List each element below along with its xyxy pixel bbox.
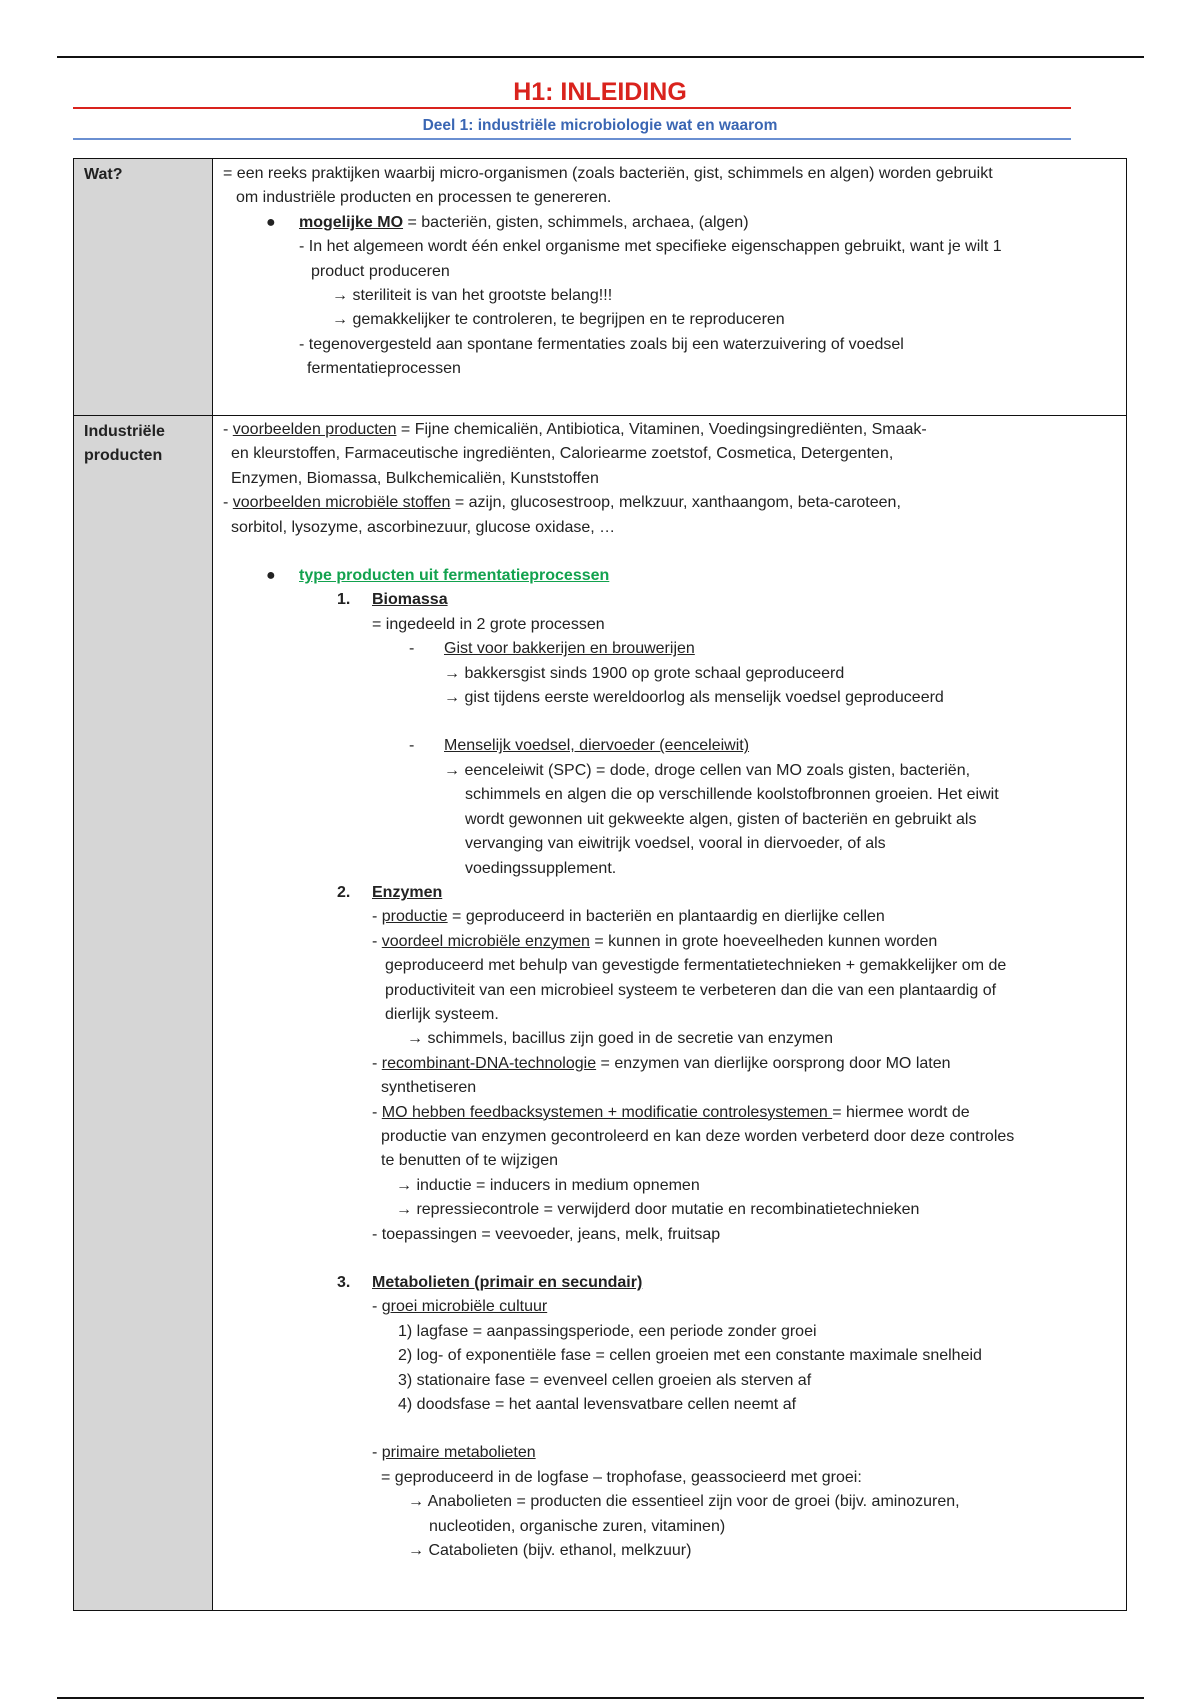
arrow-line: → repressiecontrole = verwijderd door mutatie en recombinatietechnieken bbox=[396, 1201, 920, 1219]
text-line: - productie = geproduceerd in bacteriën en plantaardig en dierlijke cellen bbox=[372, 908, 885, 926]
text-line: voedingssupplement. bbox=[465, 859, 617, 877]
list-item: 2) log- of exponentiële fase = cellen groeien met een constante maximale snelheid bbox=[398, 1347, 982, 1365]
term: voordeel microbiële enzymen bbox=[381, 932, 590, 950]
label-text: Industriële bbox=[84, 423, 165, 440]
page-title: H1: INLEIDING bbox=[513, 78, 687, 106]
label-text: Wat? bbox=[84, 166, 123, 183]
text-line: - tegenovergesteld aan spontane fermentaties zoals bij een waterzuivering of voedsel bbox=[299, 335, 904, 353]
list-item: 3) stationaire fase = evenveel cellen groeien als sterven af bbox=[398, 1371, 812, 1389]
term: recombinant-DNA-technologie bbox=[381, 1054, 597, 1072]
term-text: = hiermee wordt de bbox=[832, 1103, 970, 1121]
arrow-line: → Catabolieten (bijv. ethanol, melkzuur) bbox=[408, 1542, 692, 1560]
text-line: te benutten of te wijzigen bbox=[381, 1152, 559, 1170]
arrow-line: → schimmels, bacillus zijn goed in de secretie van enzymen bbox=[407, 1030, 833, 1048]
item-number: 2. bbox=[337, 883, 351, 901]
examples-line: en kleurstoffen, Farmaceutische ingrediënten, Caloriearme zoetstof, Cosmetica, Detergenten, bbox=[231, 445, 894, 463]
term-text: = kunnen in grote hoeveelheden kunnen worden bbox=[589, 932, 938, 950]
text-line: = geproduceerd in de logfase – trophofase, geassocieerd met groei: bbox=[381, 1468, 862, 1486]
subitem-title: Gist voor bakkerijen en brouwerijen bbox=[444, 640, 695, 658]
term-text: = enzymen van dierlijke oorsprong door MO laten bbox=[596, 1054, 951, 1072]
list-item bbox=[223, 637, 1126, 661]
item-title: Enzymen bbox=[372, 883, 443, 901]
definition-line: om industriële producten en processen te genereren. bbox=[236, 189, 612, 207]
arrow-line: → gist tijdens eerste wereldoorlog als menselijk voedsel geproduceerd bbox=[444, 689, 944, 707]
term: primaire metabolieten bbox=[381, 1444, 536, 1462]
term: productie bbox=[381, 908, 448, 926]
table-row bbox=[74, 416, 1127, 1611]
top-rule bbox=[57, 56, 1144, 58]
term-text: = azijn, glucosestroop, melkzuur, xanthaangom, beta-caroteen, bbox=[450, 494, 901, 512]
arrow-line: → inductie = inducers in medium opnemen bbox=[396, 1176, 700, 1194]
item-title: Metabolieten (primair en secundair) bbox=[372, 1274, 643, 1291]
dash: - bbox=[409, 737, 415, 755]
label-text: producten bbox=[84, 447, 163, 464]
page-subtitle: Deel 1: industriële microbiologie wat en waarom bbox=[422, 117, 778, 134]
term-text: = bacteriën, gisten, schimmels, archaea, (algen) bbox=[403, 213, 749, 231]
text-line: productiviteit van een microbieel systeem te verbeteren dan die van een plantaardig of bbox=[385, 981, 997, 999]
arrow-line: → gemakkelijker te controleren, te begrijpen en te reproduceren bbox=[332, 311, 785, 329]
item-title: Biomassa bbox=[372, 591, 448, 609]
text-line: productie van enzymen gecontroleerd en kan deze worden verbeterd door deze controles bbox=[381, 1127, 1015, 1145]
examples-line bbox=[223, 418, 1126, 442]
text-line: nucleotiden, organische zuren, vitaminen) bbox=[429, 1517, 726, 1535]
list-item bbox=[223, 564, 1126, 588]
list-item: 1) lagfase = aanpassingsperiode, een periode zonder groei bbox=[398, 1322, 817, 1340]
text-line: - recombinant-DNA-technologie = enzymen van dierlijke oorsprong door MO laten bbox=[372, 1054, 951, 1072]
bullet-icon: ● bbox=[266, 213, 276, 231]
text-line: schimmels en algen die op verschillende koolstofbronnen groeien. Het eiwit bbox=[465, 786, 999, 804]
term-text: = geproduceerd in bacteriën en plantaardig en dierlijke cellen bbox=[447, 908, 885, 926]
examples-line bbox=[223, 491, 1126, 515]
text-line: - toepassingen = veevoeder, jeans, melk, fruitsap bbox=[372, 1225, 721, 1243]
text-line: wordt gewonnen uit gekweekte algen, gisten of bacteriën en gebruikt als bbox=[465, 810, 977, 828]
text-line: dierlijk systeem. bbox=[385, 1005, 499, 1023]
arrow-line: → bakkersgist sinds 1900 op grote schaal geproduceerd bbox=[444, 664, 845, 682]
section-heading: type producten uit fermentatieprocessen bbox=[299, 567, 610, 585]
dash: - bbox=[223, 421, 233, 438]
arrow-line: → Anabolieten = producten die essentieel zijn voor de groei (bijv. aminozuren, bbox=[408, 1493, 960, 1511]
text-line: product produceren bbox=[311, 262, 450, 280]
numbered-heading bbox=[223, 881, 1126, 905]
numbered-heading bbox=[223, 1271, 1126, 1295]
dash: - bbox=[223, 494, 233, 512]
title-underline bbox=[73, 107, 1071, 109]
row-content bbox=[213, 159, 1127, 416]
text-line: synthetiseren bbox=[381, 1079, 477, 1097]
list-item bbox=[223, 734, 1126, 758]
bullet-icon: ● bbox=[266, 567, 276, 585]
term: mogelijke MO bbox=[299, 213, 404, 231]
term-text: = Fijne chemicaliën, Antibiotica, Vitaminen, Voedingsingrediënten, Smaak- bbox=[396, 421, 927, 438]
text-line: - voordeel microbiële enzymen = kunnen in grote hoeveelheden kunnen worden bbox=[372, 932, 938, 950]
row-label bbox=[74, 159, 213, 416]
term: groei microbiële cultuur bbox=[381, 1298, 548, 1316]
subtitle-underline bbox=[73, 138, 1071, 140]
row-content bbox=[213, 416, 1127, 1611]
definition-line: = een reeks praktijken waarbij micro-organismen (zoals bacteriën, gist, schimmels en algen) worden gebruikt bbox=[223, 165, 993, 182]
item-number: 1. bbox=[337, 591, 351, 609]
text-line: vervanging van eiwitrijk voedsel, vooral in diervoeder, of als bbox=[465, 835, 886, 853]
row-label bbox=[74, 416, 213, 1611]
dash: - bbox=[409, 640, 415, 658]
notes-table bbox=[73, 158, 1127, 1611]
numbered-heading bbox=[223, 588, 1126, 612]
list-item: 4) doodsfase = het aantal levensvatbare cellen neemt af bbox=[398, 1396, 797, 1414]
bottom-rule bbox=[57, 1697, 1144, 1699]
arrow-line: → eenceleiwit (SPC) = dode, droge cellen van MO zoals gisten, bacteriën, bbox=[444, 761, 971, 779]
text-line: - primaire metabolieten bbox=[372, 1444, 536, 1462]
text-line: - MO hebben feedbacksystemen + modificatie controlesystemen = hiermee wordt de bbox=[372, 1103, 970, 1121]
term: MO hebben feedbacksystemen + modificatie controlesystemen bbox=[381, 1103, 833, 1121]
examples-line: Enzymen, Biomassa, Bulkchemicaliën, Kunststoffen bbox=[231, 469, 599, 487]
item-number: 3. bbox=[337, 1274, 351, 1291]
table-row bbox=[74, 159, 1127, 416]
text-line: = ingedeeld in 2 grote processen bbox=[372, 615, 605, 633]
subitem-title: Menselijk voedsel, diervoeder (eenceleiwit) bbox=[444, 737, 750, 755]
list-item bbox=[223, 211, 1126, 235]
examples-line: sorbitol, lysozyme, ascorbinezuur, glucose oxidase, … bbox=[231, 518, 616, 536]
term: voorbeelden microbiële stoffen bbox=[232, 494, 451, 512]
text-line: geproduceerd met behulp van gevestigde fermentatietechnieken + gemakkelijker om de bbox=[385, 957, 1007, 975]
text-line: fermentatieprocessen bbox=[307, 360, 461, 378]
text-line: - In het algemeen wordt één enkel organisme met specifieke eigenschappen gebruikt, want je wilt 1 bbox=[299, 238, 1002, 256]
term: voorbeelden producten bbox=[232, 421, 397, 438]
arrow-line: → steriliteit is van het grootste belang!!! bbox=[332, 287, 613, 305]
text-line: - groei microbiële cultuur bbox=[372, 1298, 548, 1316]
